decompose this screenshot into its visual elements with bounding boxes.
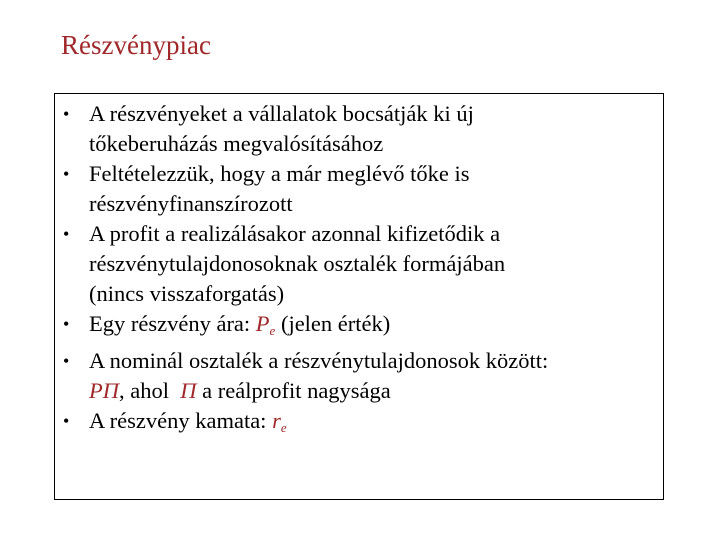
bullet-dot-icon: • [63, 104, 70, 124]
bullet-text-line: A részvényeket a vállalatok bocsátják ki új [89, 101, 474, 126]
profit-variable: Π [180, 378, 197, 403]
bullet-item [55, 309, 665, 346]
bullet-item [55, 219, 665, 309]
bullet-item [55, 159, 665, 219]
bullet-text: , ahol [119, 378, 181, 403]
bullet-item [55, 406, 665, 443]
bullet-text: Egy részvény ára: [89, 311, 256, 336]
bullet-dot-icon: • [63, 164, 70, 184]
bullet-text-line: részvénytulajdonosoknak osztalék formájában [89, 251, 506, 276]
bullet-dot-icon: • [63, 351, 70, 371]
price-variable: P [255, 311, 270, 336]
bullet-list [55, 99, 665, 443]
bullet-dot-icon: • [63, 314, 70, 334]
bullet-text-line: részvényfinanszírozott [89, 191, 293, 216]
bullet-text: a reálprofit nagysága [196, 378, 391, 403]
content-box [54, 93, 664, 500]
slide-title: Részvénypiac [61, 30, 211, 60]
dividend-variable: PΠ [89, 378, 119, 403]
bullet-text-line: tőkeberuházás megvalósításához [89, 131, 384, 156]
interest-subscript: e [280, 420, 287, 435]
bullet-text-line [89, 406, 665, 443]
bullet-dot-icon: • [63, 411, 70, 431]
bullet-text-line: A nominál osztalék a részvénytulajdonosok között: [89, 348, 549, 373]
bullet-text-line: A profit a realizálásakor azonnal kifizetődik a [89, 221, 501, 246]
bullet-text-line [89, 309, 665, 346]
interest-variable: r [272, 408, 281, 433]
bullet-text-line [89, 376, 665, 406]
price-subscript: e [269, 323, 276, 338]
bullet-text-line: (nincs visszaforgatás) [89, 281, 285, 306]
bullet-text: (jelen érték) [275, 311, 391, 336]
bullet-dot-icon: • [63, 224, 70, 244]
bullet-text-line: Feltételezzük, hogy a már meglévő tőke is [89, 161, 470, 186]
bullet-text: A részvény kamata: [89, 408, 273, 433]
bullet-item [55, 346, 665, 406]
bullet-item [55, 99, 665, 159]
